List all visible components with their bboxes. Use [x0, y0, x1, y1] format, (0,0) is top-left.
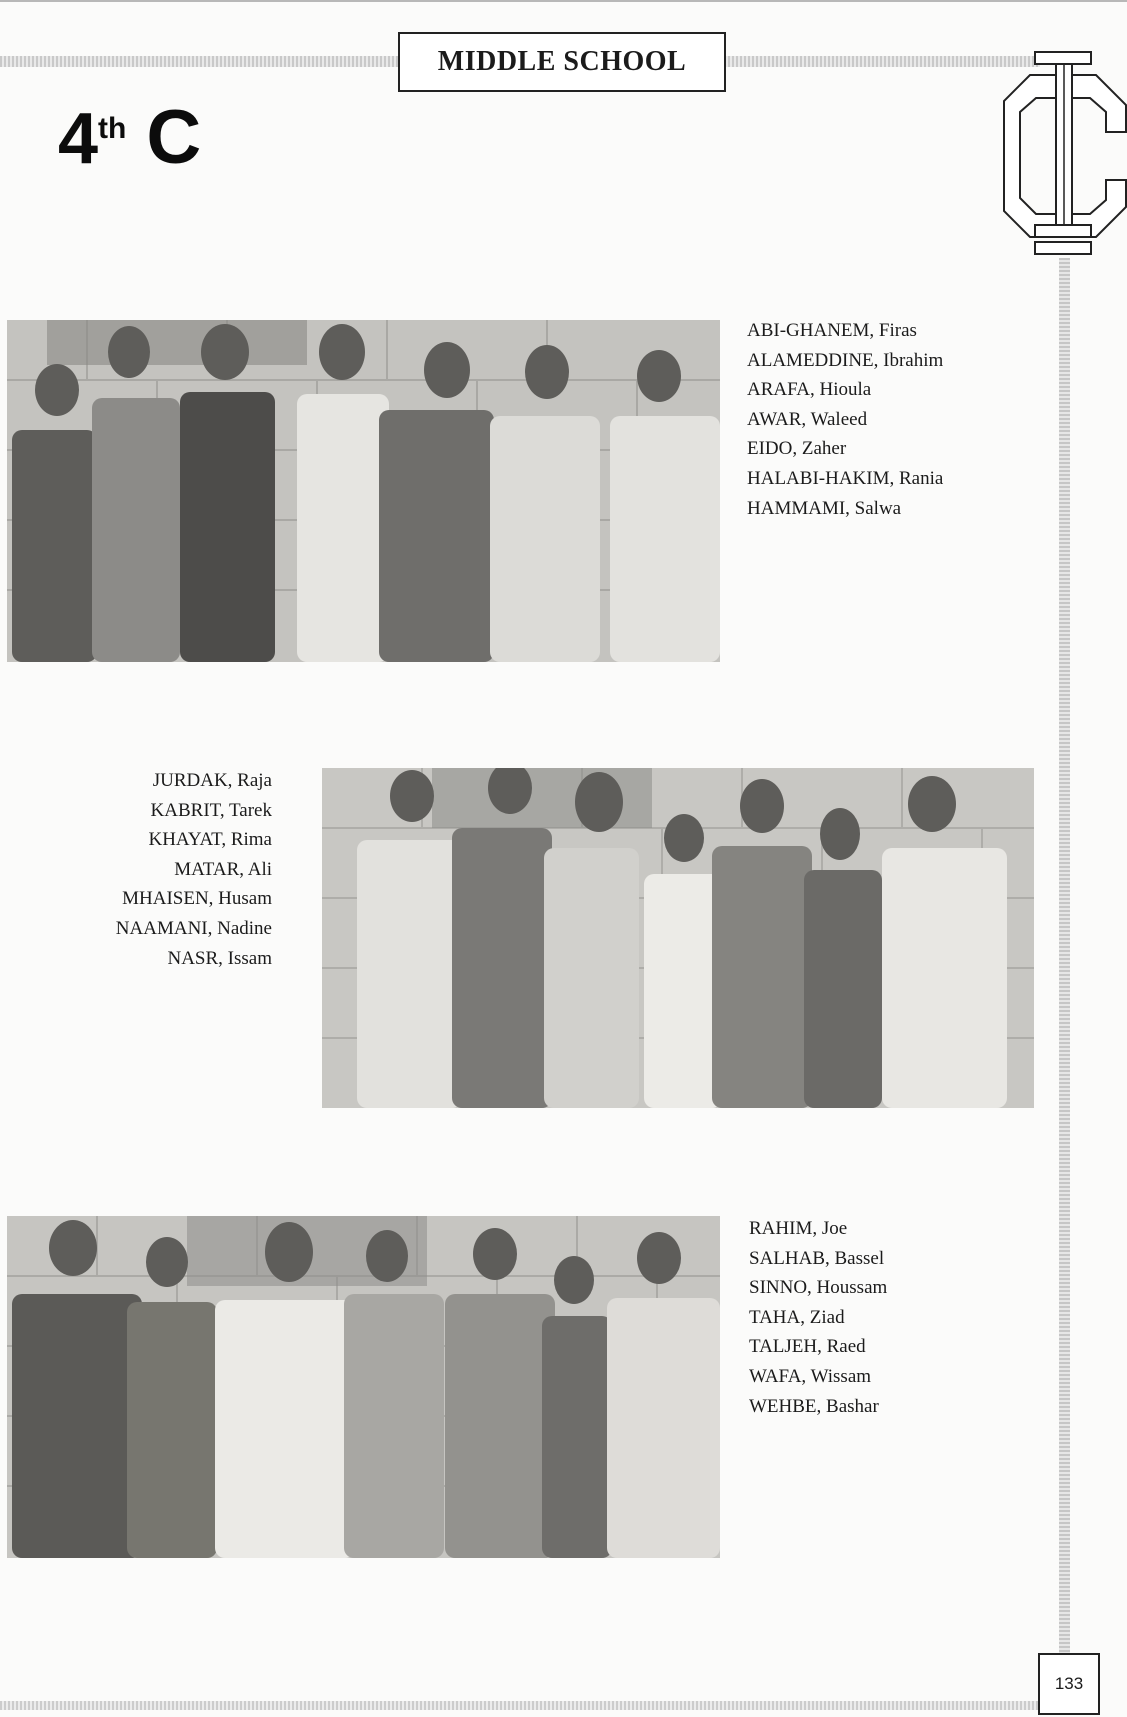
page-number — [1038, 1653, 1100, 1715]
class-photo-group-2 — [322, 768, 1034, 1108]
student-name: KABRIT, Tarek — [150, 799, 272, 821]
student-name: ARAFA, Hioula — [747, 379, 872, 401]
student-name: AWAR, Waleed — [747, 408, 868, 430]
student-name: EIDO, Zaher — [747, 438, 847, 460]
page-number-text: 133 — [1054, 1674, 1084, 1693]
class-suffix: th — [98, 112, 127, 145]
name-list-group-2 — [60, 766, 272, 973]
student-name: HALABI-HAKIM, Rania — [747, 467, 944, 489]
name-list-group-1 — [747, 316, 943, 523]
student-name: RAHIM, Joe — [749, 1218, 848, 1239]
student-name: JURDAK, Raja — [152, 770, 272, 791]
class-number: 4 — [58, 99, 99, 179]
student-name: WEHBE, Bashar — [749, 1395, 879, 1417]
student-name: SALHAB, Bassel — [749, 1247, 885, 1269]
class-letter: C — [146, 95, 202, 180]
top-rule — [0, 0, 1127, 2]
section-title-text: MIDDLE SCHOOL — [437, 46, 687, 77]
student-name: TAHA, Ziad — [749, 1306, 845, 1328]
student-name: NAAMANI, Nadine — [115, 917, 272, 939]
name-list-group-3 — [749, 1214, 887, 1421]
class-photo-group-1 — [7, 320, 720, 662]
student-name: KHAYAT, Rima — [148, 829, 272, 851]
student-name: TALJEH, Raed — [749, 1336, 866, 1358]
section-title — [398, 32, 726, 92]
student-name: HAMMAMI, Salwa — [747, 497, 902, 519]
student-name: NASR, Issam — [167, 947, 272, 969]
student-name: ABI-GHANEM, Firas — [747, 320, 917, 341]
class-title — [58, 95, 202, 180]
footer-band — [0, 1701, 1038, 1710]
student-name: ALAMEDDINE, Ibrahim — [747, 349, 944, 371]
ic-monogram-icon — [1000, 50, 1127, 255]
student-name: SINNO, Houssam — [749, 1277, 888, 1299]
class-photo-group-3 — [7, 1216, 720, 1558]
student-name: MATAR, Ali — [174, 858, 272, 880]
student-name: WAFA, Wissam — [749, 1365, 872, 1387]
side-band — [1059, 258, 1070, 1656]
student-name: MHAISEN, Husam — [122, 888, 272, 910]
